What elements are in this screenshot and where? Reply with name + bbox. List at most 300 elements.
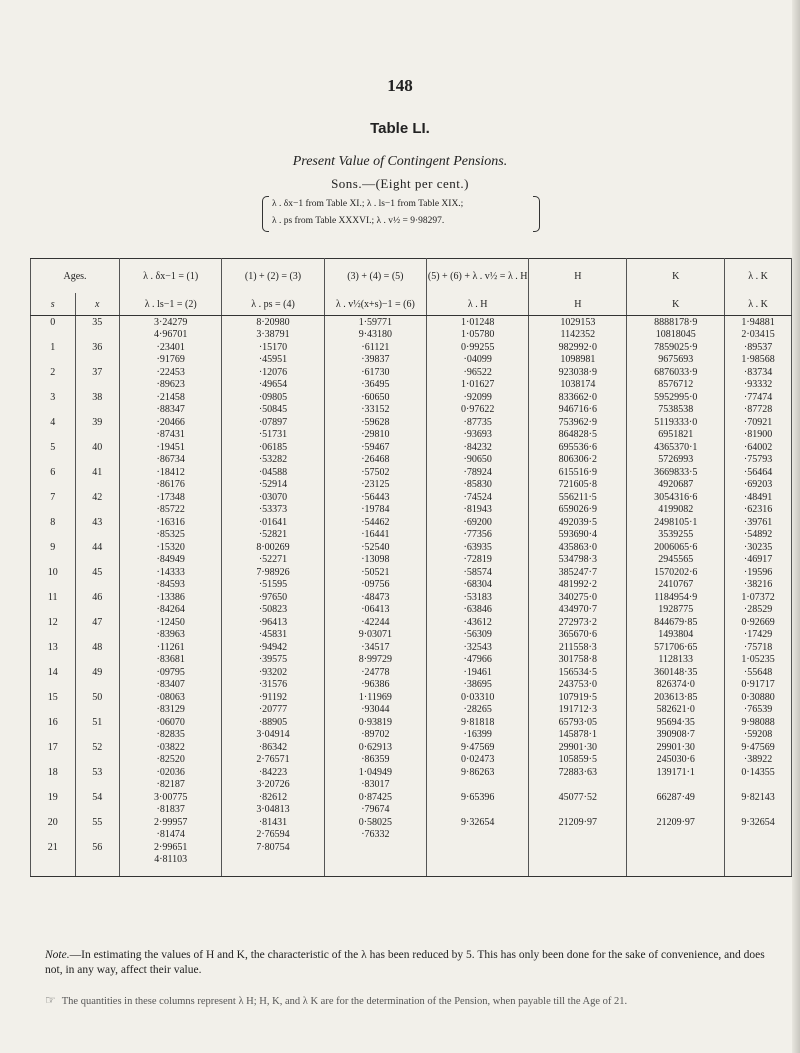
value-upper: ·70921 [743, 417, 773, 428]
value-lower: 105859·5 [558, 753, 597, 765]
value-upper: 1·07372 [741, 592, 775, 603]
cell-c3 [324, 391, 426, 416]
value-upper: 2·99957 [154, 817, 188, 828]
cell-lk [725, 391, 792, 416]
cell-x: 40 [75, 441, 120, 466]
value-lower: 946716·6 [558, 403, 597, 415]
cell-c2 [222, 691, 324, 716]
cell-c2 [222, 466, 324, 491]
cell-c4 [427, 566, 529, 591]
value-lower: 9675693 [658, 353, 694, 365]
value-upper: ·53183 [463, 592, 492, 603]
value-upper: 8·00269 [256, 542, 290, 553]
value-lower: ·46917 [743, 553, 773, 565]
value-upper: ·91192 [259, 692, 287, 703]
value-lower: ·19784 [361, 503, 390, 515]
cell-h [529, 341, 627, 366]
cell-k [627, 441, 725, 466]
value-lower: ·53373 [258, 503, 288, 515]
table-row [31, 441, 792, 466]
value-upper: 753962·9 [558, 417, 597, 428]
value-upper: 3669833·5 [654, 467, 698, 478]
cell-lk [725, 641, 792, 666]
value-upper: ·15320 [156, 542, 185, 553]
cell-c3 [324, 566, 426, 591]
cell-c3 [324, 466, 426, 491]
cell-h [529, 716, 627, 741]
footnote-2-text: The quantities in these columns represent λ H; H, K, and λ K are for the determination of the Pension, when payable till the Age of 21. [61, 996, 628, 1007]
value-lower: ·45831 [258, 628, 288, 640]
value-lower: ·50823 [258, 603, 288, 615]
value-lower: ·76332 [361, 828, 390, 840]
cell-k [627, 716, 725, 741]
value-lower: 0·14355 [741, 767, 775, 778]
cell-s: 20 [31, 816, 76, 841]
cell-lk [725, 791, 792, 816]
cell-x: 39 [75, 416, 120, 441]
value-upper: 0·30880 [741, 692, 775, 703]
header-col3-bot: λ . v½(x+s)−1 = (6) [324, 293, 426, 316]
cell-c1 [120, 791, 222, 816]
value-upper: ·19596 [743, 567, 773, 578]
value-lower: ·29810 [361, 428, 390, 440]
value-lower: ·62316 [743, 503, 773, 515]
value-lower: 1128133 [658, 653, 694, 665]
cell-k [627, 791, 725, 816]
cell-c2 [222, 816, 324, 841]
value-upper: 7·98926 [256, 567, 290, 578]
cell-lk [725, 566, 792, 591]
value-lower: 145878·1 [558, 728, 597, 740]
value-lower: ·81474 [156, 828, 185, 840]
value-upper: ·82612 [258, 792, 288, 803]
cell-c1 [120, 416, 222, 441]
table-row [31, 766, 792, 791]
value-lower: 1038174 [560, 378, 596, 390]
value-lower: ·45951 [258, 353, 288, 365]
value-upper: 556211·5 [558, 492, 597, 503]
table-row [31, 741, 792, 766]
cell-c1 [120, 841, 222, 877]
value-upper: ·19461 [463, 667, 492, 678]
value-upper: ·03822 [156, 742, 185, 753]
cell-lk [725, 541, 792, 566]
cell-c4 [427, 591, 529, 616]
value-lower: ·85325 [156, 528, 185, 540]
cell-k [627, 466, 725, 491]
cell-c2 [222, 366, 324, 391]
value-lower: 9·32654 [741, 817, 775, 828]
cell-c2 [222, 316, 324, 342]
cell-c4 [427, 391, 529, 416]
cell-c4 [427, 366, 529, 391]
cell-h [529, 516, 627, 541]
cell-k [627, 766, 725, 791]
cell-c4 [427, 716, 529, 741]
value-upper: 95694·35 [656, 717, 695, 728]
footnote [45, 948, 765, 978]
value-upper: ·84223 [258, 767, 288, 778]
value-upper: ·52540 [361, 542, 390, 553]
value-lower: 9·03071 [358, 628, 393, 640]
value-upper: ·94942 [258, 642, 288, 653]
value-lower: ·93332 [743, 378, 773, 390]
value-lower: ·96386 [361, 678, 390, 690]
value-upper: 2006065·6 [654, 542, 698, 553]
cell-s: 17 [31, 741, 76, 766]
cell-c1 [120, 441, 222, 466]
value-lower: 1142352 [560, 328, 596, 340]
value-upper: 0·62913 [358, 742, 393, 753]
cell-c2 [222, 391, 324, 416]
table-row [31, 616, 792, 641]
cell-c2 [222, 841, 324, 877]
value-lower: ·26468 [361, 453, 390, 465]
value-upper: 1·04949 [358, 767, 393, 778]
cell-c3 [324, 641, 426, 666]
value-upper: ·88905 [258, 717, 288, 728]
value-lower: ·86176 [156, 478, 185, 490]
value-lower: ·83129 [156, 703, 185, 715]
value-upper: 360148·35 [654, 667, 698, 678]
value-lower: ·52271 [258, 553, 288, 565]
value-lower: ·59208 [743, 728, 773, 740]
value-upper: 9·81818 [461, 717, 495, 728]
value-lower: ·52821 [258, 528, 288, 540]
value-lower: 1493804 [658, 628, 694, 640]
header-h-bot: H [529, 293, 627, 316]
header-s: s [31, 293, 76, 316]
value-lower: ·38922 [743, 753, 773, 765]
value-lower: ·56309 [463, 628, 492, 640]
value-lower: 365670·6 [558, 628, 597, 640]
cell-c2 [222, 491, 324, 516]
table-row [31, 466, 792, 491]
cell-c3 [324, 616, 426, 641]
value-upper: ·60650 [361, 392, 390, 403]
table-row [31, 791, 792, 816]
value-upper: ·15170 [258, 342, 288, 353]
cell-c4 [427, 641, 529, 666]
value-upper: ·50521 [361, 567, 390, 578]
cell-s: 10 [31, 566, 76, 591]
value-lower: ·36495 [361, 378, 390, 390]
value-upper: ·12450 [156, 617, 185, 628]
value-upper: ·83734 [743, 367, 773, 378]
value-lower: ·72819 [463, 553, 492, 565]
cell-x: 35 [75, 316, 120, 342]
value-lower: 2945565 [658, 553, 694, 565]
value-upper: ·61121 [361, 342, 390, 353]
value-upper: 107919·5 [558, 692, 597, 703]
value-lower: ·86734 [156, 453, 185, 465]
value-lower: 3·04813 [256, 803, 290, 815]
value-upper: ·02036 [156, 767, 185, 778]
left-brace [262, 196, 269, 232]
value-upper: ·16316 [156, 517, 185, 528]
value-lower: ·83407 [156, 678, 185, 690]
cell-k [627, 641, 725, 666]
value-upper: 3·00775 [154, 792, 188, 803]
value-upper: ·77474 [743, 392, 773, 403]
table-row [31, 641, 792, 666]
table-row [31, 691, 792, 716]
value-lower: ·09756 [361, 578, 390, 590]
value-lower: 4920687 [658, 478, 694, 490]
value-lower: ·83017 [361, 778, 390, 790]
cell-s: 11 [31, 591, 76, 616]
value-lower: 8·99729 [358, 653, 393, 665]
value-upper: 5952995·0 [654, 392, 698, 403]
value-upper: 844679·85 [654, 617, 698, 628]
value-lower: ·77356 [463, 528, 492, 540]
pension-table [30, 258, 792, 877]
value-lower: 9·82143 [741, 792, 775, 803]
value-lower: ·83963 [156, 628, 185, 640]
cell-h [529, 616, 627, 641]
value-upper: 1184954·9 [654, 592, 698, 603]
cell-c2 [222, 441, 324, 466]
cell-h [529, 366, 627, 391]
cell-x: 53 [75, 766, 120, 791]
header-col1-top: λ . δx−1 = (1) [120, 259, 222, 294]
value-upper: ·63935 [463, 542, 492, 553]
value-lower: 243753·0 [558, 678, 597, 690]
value-upper: ·22453 [156, 367, 185, 378]
header-k-bot: K [627, 293, 725, 316]
table-subtitle: Present Value of Contingent Pensions. [292, 154, 508, 169]
footnote-2 [45, 993, 765, 1009]
cell-s: 8 [31, 516, 76, 541]
value-upper: 7859025·9 [654, 342, 698, 353]
cell-c2 [222, 716, 324, 741]
value-upper: ·74524 [463, 492, 492, 503]
cell-c4 [427, 766, 529, 791]
cell-c3 [324, 691, 426, 716]
cell-lk [725, 741, 792, 766]
value-upper: 4365370·1 [654, 442, 698, 453]
cell-c4 [427, 791, 529, 816]
value-upper: 5119333·0 [654, 417, 698, 428]
value-upper: 1570202·6 [654, 567, 698, 578]
value-lower: 0·02473 [461, 753, 495, 765]
cell-h [529, 541, 627, 566]
value-lower: 301758·8 [558, 653, 597, 665]
value-upper: ·56464 [743, 467, 773, 478]
cell-h [529, 816, 627, 841]
value-lower: ·86359 [361, 753, 390, 765]
cell-s: 13 [31, 641, 76, 666]
cell-h [529, 316, 627, 342]
header-col1-bot: λ . ls−1 = (2) [120, 293, 222, 316]
value-upper: 9·47569 [461, 742, 495, 753]
cell-x: 42 [75, 491, 120, 516]
value-lower: ·85830 [463, 478, 492, 490]
cell-lk [725, 716, 792, 741]
header-x: x [75, 293, 120, 316]
value-lower: 9·86263 [461, 767, 495, 778]
cell-h [529, 791, 627, 816]
cell-c1 [120, 316, 222, 342]
pointing-hand-icon: ☞ [45, 993, 56, 1007]
cell-c4 [427, 541, 529, 566]
value-upper: 695536·6 [558, 442, 597, 453]
value-lower: ·16399 [463, 728, 492, 740]
cell-c4 [427, 491, 529, 516]
value-upper: ·64002 [743, 442, 773, 453]
table-row [31, 491, 792, 516]
cell-s: 1 [31, 341, 76, 366]
value-upper: ·59628 [361, 417, 390, 428]
value-lower: ·39575 [258, 653, 288, 665]
value-upper: 0·99255 [461, 342, 495, 353]
cell-h [529, 641, 627, 666]
cell-c4 [427, 841, 529, 877]
value-lower: ·84593 [156, 578, 185, 590]
cell-x: 44 [75, 541, 120, 566]
value-lower: ·16441 [361, 528, 390, 540]
cell-s: 12 [31, 616, 76, 641]
value-upper: 0·93819 [358, 717, 393, 728]
source-line-1: λ . δx−1 from Table XI.; λ . ls−1 from Table XIX.; [272, 199, 464, 209]
value-upper: ·92099 [463, 392, 492, 403]
cell-c2 [222, 416, 324, 441]
cell-c2 [222, 341, 324, 366]
cell-h [529, 441, 627, 466]
table-row [31, 666, 792, 691]
value-upper: ·18412 [156, 467, 185, 478]
cell-k [627, 366, 725, 391]
value-lower: 8576712 [658, 378, 694, 390]
value-lower: ·51595 [258, 578, 288, 590]
value-upper: ·58574 [463, 567, 492, 578]
value-lower: 5726993 [658, 453, 694, 465]
header-lk-top: λ . K [725, 259, 792, 294]
cell-c4 [427, 741, 529, 766]
value-upper: ·04588 [258, 467, 288, 478]
cell-c2 [222, 741, 324, 766]
value-upper: ·48473 [361, 592, 390, 603]
cell-x: 55 [75, 816, 120, 841]
value-lower: ·38695 [463, 678, 492, 690]
cell-c2 [222, 766, 324, 791]
table-row [31, 541, 792, 566]
table-title: Table LI. [370, 120, 430, 137]
value-lower: ·88347 [156, 403, 185, 415]
header-h-top: H [529, 259, 627, 294]
value-lower: 45077·52 [558, 792, 597, 803]
value-lower: 66287·49 [656, 792, 695, 803]
value-upper: 8·20980 [256, 317, 290, 328]
value-upper: 29901·30 [558, 742, 597, 753]
table-subhead: Sons.—(Eight per cent.) [331, 176, 469, 191]
value-lower: ·89702 [361, 728, 390, 740]
value-upper: 211558·3 [558, 642, 597, 653]
value-lower: 6951821 [658, 428, 694, 440]
value-lower: ·82520 [156, 753, 185, 765]
value-upper: 615516·9 [558, 467, 597, 478]
value-lower: 582621·0 [656, 703, 695, 715]
value-upper: ·24778 [361, 667, 390, 678]
cell-c2 [222, 666, 324, 691]
cell-h [529, 741, 627, 766]
value-lower: 434970·7 [558, 603, 597, 615]
cell-x: 54 [75, 791, 120, 816]
value-lower: 3539255 [658, 528, 694, 540]
footnote-text: —In estimating the values of H and K, the characteristic of the λ has been reduced by 5. This has only been done for the sake of convenience, and does not, in any way, affect their value. [45, 949, 765, 976]
value-lower: 3·20726 [256, 778, 290, 790]
cell-c4 [427, 316, 529, 342]
cell-c3 [324, 541, 426, 566]
cell-c4 [427, 666, 529, 691]
table-row [31, 516, 792, 541]
cell-c3 [324, 441, 426, 466]
cell-c1 [120, 716, 222, 741]
value-upper: ·54462 [361, 517, 390, 528]
value-lower: 1·01627 [461, 378, 495, 390]
value-upper: 1·11969 [358, 692, 392, 703]
value-lower: 659026·9 [558, 503, 597, 515]
value-upper: ·06185 [258, 442, 288, 453]
value-lower: ·82187 [156, 778, 185, 790]
cell-c3 [324, 716, 426, 741]
cell-c2 [222, 591, 324, 616]
cell-s: 14 [31, 666, 76, 691]
cell-c3 [324, 591, 426, 616]
cell-s: 4 [31, 416, 76, 441]
value-lower: 21209·97 [656, 817, 695, 828]
table-body [31, 316, 792, 877]
value-lower: 390908·7 [656, 728, 695, 740]
value-lower: 4·96701 [154, 328, 188, 340]
cell-c4 [427, 341, 529, 366]
value-upper: 982992·0 [558, 342, 597, 353]
cell-lk [725, 491, 792, 516]
value-lower: ·54892 [743, 528, 773, 540]
cell-lk [725, 316, 792, 342]
value-upper: ·93202 [258, 667, 288, 678]
cell-c4 [427, 516, 529, 541]
value-upper: 1·94881 [741, 317, 775, 328]
cell-s: 6 [31, 466, 76, 491]
value-lower: 826374·0 [656, 678, 695, 690]
value-lower: ·13098 [361, 553, 390, 565]
value-lower: ·85722 [156, 503, 185, 515]
cell-c3 [324, 741, 426, 766]
value-lower: 534798·3 [558, 553, 597, 565]
value-upper: 2498105·1 [654, 517, 698, 528]
value-upper: ·87735 [463, 417, 492, 428]
value-lower: ·82835 [156, 728, 185, 740]
header-col2-bot: λ . ps = (4) [222, 293, 324, 316]
value-upper: ·11261 [156, 642, 185, 653]
cell-k [627, 516, 725, 541]
value-lower: 1·98568 [741, 353, 775, 365]
cell-lk [725, 591, 792, 616]
cell-s: 0 [31, 316, 76, 342]
cell-lk [725, 841, 792, 877]
value-upper: ·61730 [361, 367, 390, 378]
value-lower: 9·65396 [461, 792, 495, 803]
value-upper: ·48491 [743, 492, 773, 503]
cell-c1 [120, 366, 222, 391]
value-upper: 1029153 [560, 317, 596, 328]
cell-c2 [222, 516, 324, 541]
table-row [31, 416, 792, 441]
cell-c4 [427, 466, 529, 491]
value-lower: ·87431 [156, 428, 185, 440]
value-upper: ·19451 [156, 442, 185, 453]
